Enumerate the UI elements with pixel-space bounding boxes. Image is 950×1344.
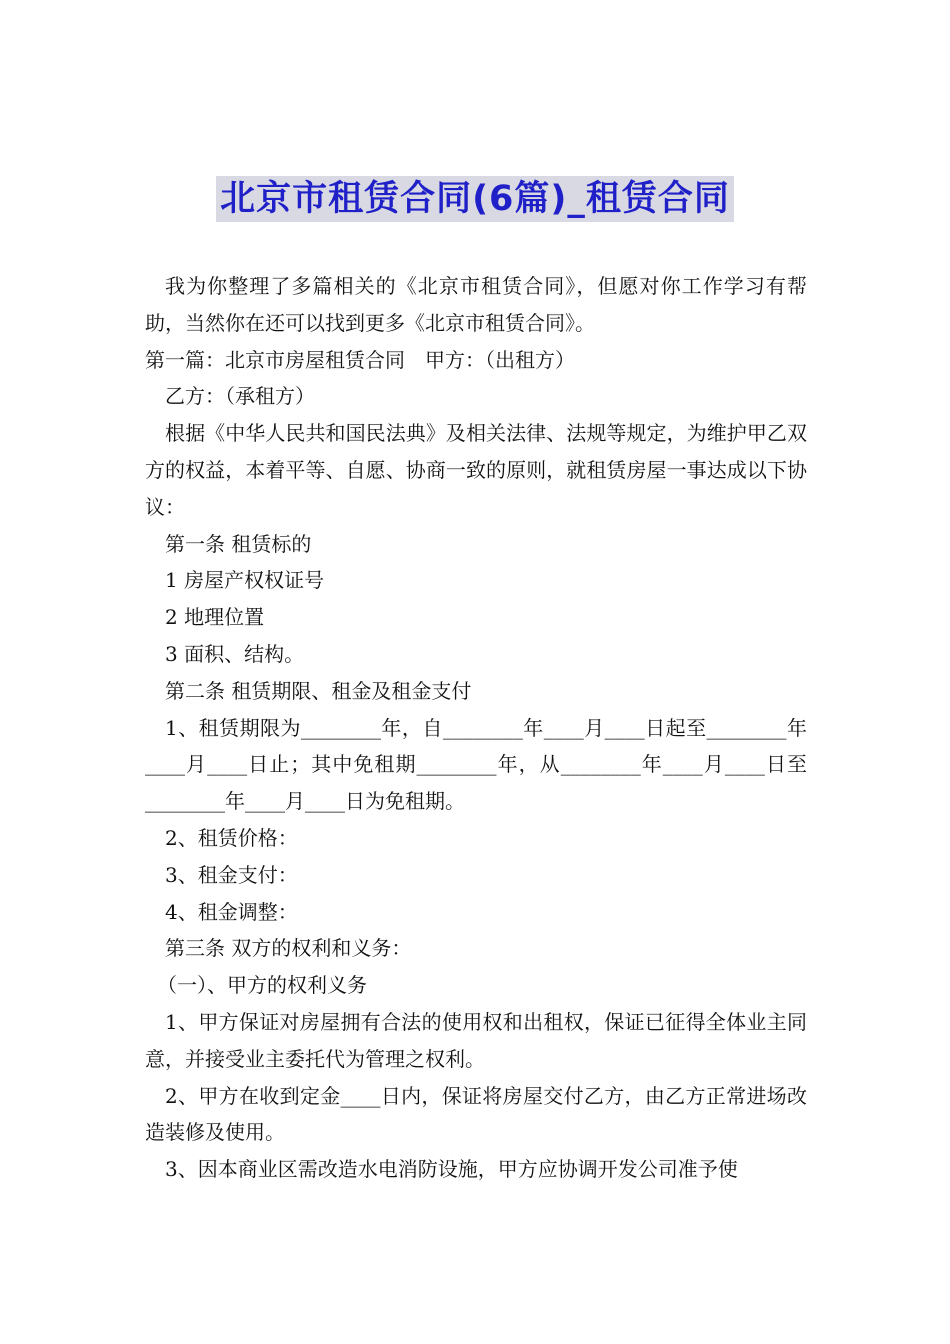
- subsection-heading: （一）、甲方的权利义务: [157, 973, 367, 998]
- paragraph: 乙方：（承租方）: [165, 384, 315, 409]
- document-title-text: 北京市租赁合同(6篇)_租赁合同: [216, 176, 734, 222]
- paragraph: 根据《中华人民共和国民法典》及相关法律、法规等规定，为维护甲乙双方的权益，本着平等、自愿、协商一致的原则，就租赁房屋一事达成以下协议：: [145, 421, 807, 519]
- list-item: 1、甲方保证对房屋拥有合法的使用权和出租权，保证已征得全体业主同意，并接受业主委托代为管理之权利。: [145, 1009, 807, 1071]
- list-item: 2、租赁价格：: [165, 825, 298, 850]
- paragraph: 我为你整理了多篇相关的《北京市租赁合同》，但愿对你工作学习有帮助，当然你在还可以找到更多《北京市租赁合同》。: [145, 274, 807, 335]
- section-heading: 第三条 双方的权利和义务：: [165, 936, 412, 961]
- list-item: 2 地理位置: [165, 605, 265, 630]
- list-item: 3 面积、结构。: [165, 641, 305, 666]
- document-body: [145, 268, 807, 1188]
- section-heading: 第二条 租赁期限、租金及租金支付: [165, 678, 472, 703]
- list-item: 4、租金调整：: [165, 899, 298, 924]
- section-heading: 第一条 租赁标的: [165, 531, 312, 556]
- list-item: 1、租赁期限为________年，自________年____月____日起至________年____月____日止；其中免租期________年，从________年____月____日至________年____月____日为免租期。: [145, 715, 807, 814]
- document-title: [0, 176, 950, 222]
- list-item: 2、甲方在收到定金____日内，保证将房屋交付乙方，由乙方正常进场改造装修及使用。: [145, 1083, 807, 1145]
- list-item: 1 房屋产权权证号: [165, 568, 325, 593]
- list-item: 3、租金支付：: [165, 862, 298, 887]
- list-item: 3、因本商业区需改造水电消防设施，甲方应协调开发公司准予使: [165, 1157, 738, 1182]
- paragraph: 第一篇：北京市房屋租赁合同 甲方：（出租方）: [145, 347, 575, 372]
